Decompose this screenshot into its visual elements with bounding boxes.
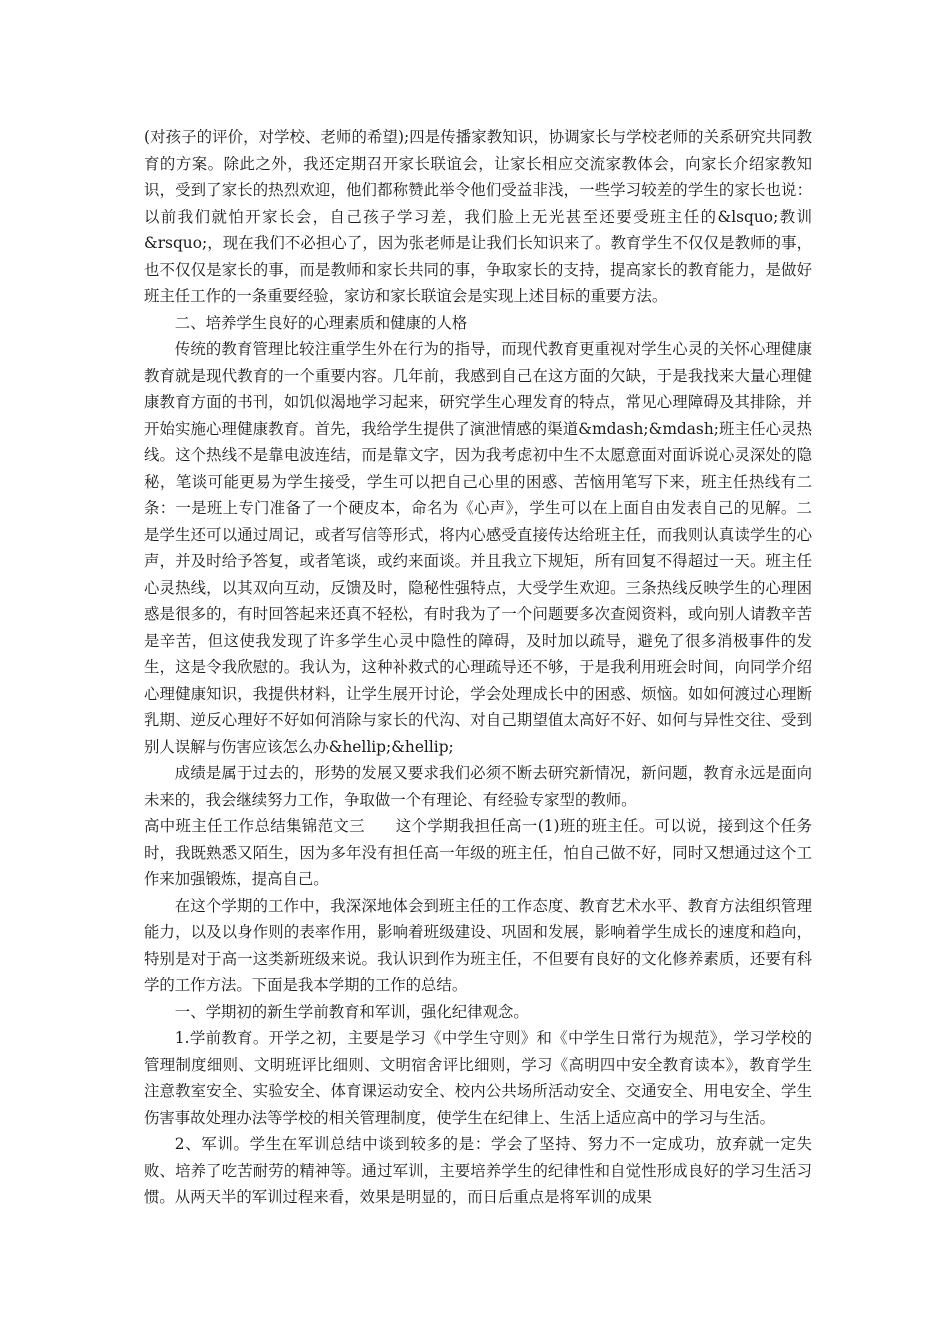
paragraph-semester-reflection: 在这个学期的工作中，我深深地体会到班主任的工作态度、教育艺术水平、教育方法组织管理能力，以及以身作则的表率作用，影响着班级建设、巩固和发展，影响着学生成长的速度和趋向，特别是对于高一这类新班级来说。我认识到作为班主任，不但要有良好的文化修养素质，还要有科学的工作方法。下面是我本学期的工作的总结。 xyxy=(144,896,812,994)
paragraph-military-training: 2、军训。学生在军训总结中谈到较多的是：学会了坚持、努力不一定成功，放弃就一定失败、培养了吃苦耐劳的精神等。通过军训，主要培养学生的纪律性和自觉性形成良好的学习生活习惯。从两天半的军训过程来看，效果是明显的，而日后重点是将军训的成果 xyxy=(144,1135,812,1206)
document-page xyxy=(144,124,812,1211)
paragraph-future-work: 成绩是属于过去的，形势的发展又要求我们必须不断去研究新情况，新问题，教育永远是面向未来的，我会继续努力工作，争取做一个有理论、有经验专家型的教师。 xyxy=(144,764,812,809)
paragraph-pre-school-education: 1.学前教育。开学之初，主要是学习《中学生守则》和《中学生日常行为规范》，学习学校的管理制度细则、文明班评比细则、文明宿舍评比细则，学习《高明四中安全教育读本》，教育学生注意教室安全、实验安全、体育课运动安全、校内公共场所活动安全、交通安全、用电安全、学生伤害事故处理办法等学校的相关管理制度，使学生在纪律上、生活上适应高中的学习与生活。 xyxy=(144,1029,812,1127)
heading-discipline: 一、学期初的新生学前教育和军训，强化纪律观念。 xyxy=(174,1002,529,1021)
section-title: 高中班主任工作总结集锦范文三 xyxy=(144,817,365,835)
heading-psychological-quality: 二、培养学生良好的心理素质和健康的人格 xyxy=(174,313,468,332)
paragraph-parent-communication: (对孩子的评价，对学校、老师的希望);四是传播家教知识，协调家长与学校老师的关系研究共同教育的方案。除此之外，我还定期召开家长联谊会，让家长相应交流家教体会，向家长介绍家教知识，受到了家长的热烈欢迎，他们都称赞此举令他们受益非浅，一些学习较差的学生的家长也说：以前我们就怕开家长会，自己孩子学习差，我们脸上无光甚至还要受班主任的&lsquo;教训&rsquo;，现在我们不必担心了，因为张老师是让我们长知识来了。教育学生不仅仅是教师的事，也不仅仅是家长的事，而是教师和家长共同的事，争取家长的支持，提高家长的教育能力，是做好班主任工作的一条重要经验，家访和家长联谊会是实现上述目标的重要方法。 xyxy=(144,128,812,305)
paragraph-section-intro xyxy=(144,813,812,893)
paragraph-mental-health-education: 传统的教育管理比较注重学生外在行为的指导，而现代教育更重视对学生心灵的关怀心理健康教育就是现代教育的一个重要内容。几年前，我感到自己在这方面的欠缺，于是我找来大量心理健康教育方面的书刊，如饥似渴地学习起来，研究学生心理发育的特点，常见心理障碍及其排除，并开始实施心理健康教育。首先，我给学生提供了演泄情感的渠道&mdash;&mdash;班主任心灵热线。这个热线不是靠电波连结，而是靠文字，因为我考虑初中生不太愿意面对面诉说心灵深处的隐秘，笔谈可能更易为学生接受，学生可以把自己心里的困惑、苦恼用笔写下来，班主任热线有二条：一是班上专门准备了一个硬皮本，命名为《心声》，学生可以在上面自由发表自己的见解。二是学生还可以通过周记，或者写信等形式，将内心感受直接传达给班主任，而我则认真读学生的心声，并及时给予答复，或者笔谈，或约来面谈。并且我立下规矩，所有回复不得超过一天。班主任心灵热线，以其双向互动，反馈及时，隐秘性强特点，大受学生欢迎。三条热线反映学生的心理困惑是很多的，有时回答起来还真不轻松，有时我为了一个问题要多次查阅资料，或向别人请教辛苦是辛苦，但这使我发现了许多学生心灵中隐性的障碍，及时加以疏导，避免了很多消极事件的发生，这是令我欣慰的。我认为，这种补救式的心理疏导还不够，于是我利用班会时间，向同学介绍心理健康知识，我提供材料，让学生展开讨论，学会处理成长中的困惑、烦恼。如如何渡过心理断乳期、逆反心理好不好如何消除与家长的代沟、对自己期望值太高好不好、如何与异性交往、受到别人误解与伤害应该怎么办&hellip;&hellip; xyxy=(144,340,812,756)
section-intro-text: 这个学期我担任高一(1)班的班主任。可以说，接到这个任务时，我既熟悉又陌生，因为多年没有担任高一年级的班主任，怕自己做不好，同时又想通过这个工作来加强锻炼，提高自己。 xyxy=(144,817,812,888)
